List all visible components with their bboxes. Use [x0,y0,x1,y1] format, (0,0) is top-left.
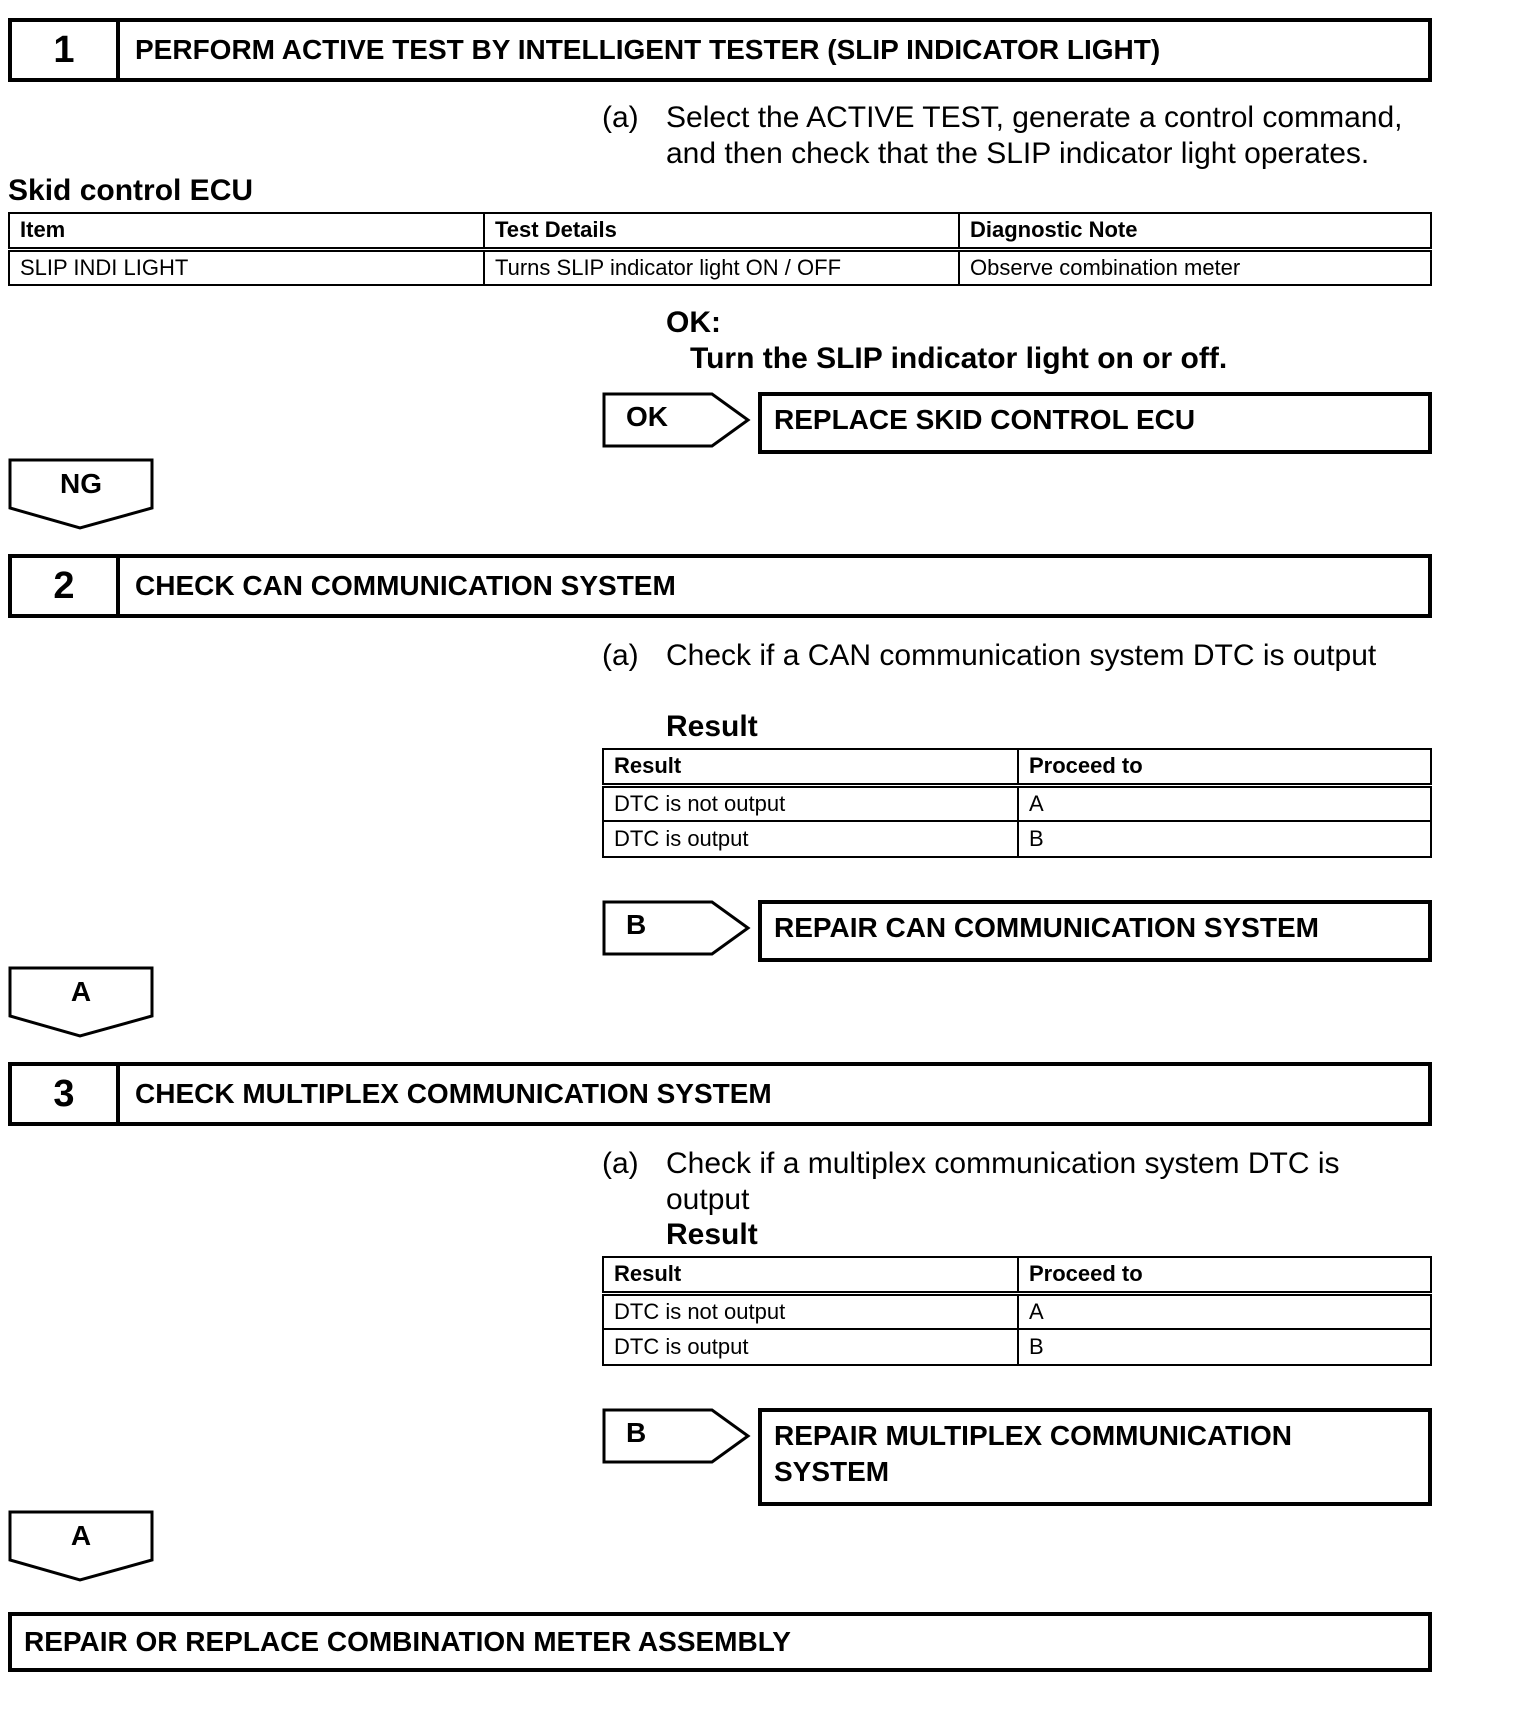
ok-result-tag-label: OK [626,401,668,432]
step-1-instruction-line-2: and then check that the SLIP indicator light operates. [666,137,1370,170]
action-line-2: SYSTEM [774,1456,890,1487]
step-1-instruction-line-1: Select the ACTIVE TEST, generate a control command, [666,101,1403,134]
step-3-number: 3 [12,1066,120,1122]
table-cell: DTC is not output [603,1293,1018,1329]
step-2-instruction: Check if a CAN communication system DTC is output [666,639,1377,672]
step-3-result-tag-label: B [626,1417,647,1448]
table-cell: DTC is output [603,821,1018,857]
step-3-down-tag [8,1510,154,1582]
table-header-cell: Test Details [484,213,959,249]
step-2-result-tag-label: B [626,909,647,940]
table-cell: SLIP INDI LIGHT [9,249,484,285]
step-3-instruction-line-1: Check if a multiplex communication system DTC is [666,1147,1340,1180]
replace-skid-ecu-box: REPLACE SKID CONTROL ECU [758,392,1432,454]
step-3-result-caption: Result [666,1218,758,1251]
step-2-instruction-marker: (a) [602,639,639,672]
step-3-header [8,1062,1432,1126]
table-header-row [9,213,1431,249]
table-cell: DTC is not output [603,785,1018,821]
step-2-title: CHECK CAN COMMUNICATION SYSTEM [135,570,676,601]
table-header-cell: Result [603,749,1018,785]
step-1-table [8,212,1432,286]
table-header-cell: Proceed to [1018,749,1431,785]
table-header-cell: Proceed to [1018,1257,1431,1293]
step-1-number: 1 [12,22,120,78]
step-3-instruction-marker: (a) [602,1147,639,1180]
step-1-instruction [666,100,1426,172]
step-1-instruction-marker: (a) [602,101,639,134]
ok-text: Turn the SLIP indicator light on or off. [690,342,1228,375]
arrow-right-icon [602,392,752,448]
ng-down-tag-label: NG [60,468,102,499]
ng-down-tag [8,458,154,530]
step-2-header [8,554,1432,618]
step-3-instruction [666,1146,1426,1218]
step-3-instruction-line-2: output [666,1183,750,1216]
table-row [603,1329,1431,1365]
repair-multiplex-system-box [758,1408,1432,1506]
table-row [603,821,1431,857]
table-header-row [603,1257,1431,1293]
table-cell: Observe combination meter [959,249,1431,285]
table-header-cell: Item [9,213,484,249]
step-2-down-tag [8,966,154,1038]
table-cell: Turns SLIP indicator light ON / OFF [484,249,959,285]
table-row [603,785,1431,821]
step-3-result-table [602,1256,1432,1366]
table-header-row [603,749,1431,785]
table-row [9,249,1431,285]
table-header-cell: Diagnostic Note [959,213,1431,249]
table-header-cell: Result [603,1257,1018,1293]
table-cell: A [1018,785,1431,821]
step-2-number: 2 [12,558,120,614]
step-3-down-tag-label: A [70,1520,92,1551]
step-2-result-table [602,748,1432,858]
ok-result-tag [602,392,752,448]
arrow-right-icon [602,1408,752,1464]
table-cell: A [1018,1293,1431,1329]
ok-label: OK: [666,306,721,339]
step-3-title: CHECK MULTIPLEX COMMUNICATION SYSTEM [135,1078,772,1109]
step-1-title: PERFORM ACTIVE TEST BY INTELLIGENT TESTER (SLIP INDICATOR LIGHT) [135,34,1161,65]
step-3-result-tag [602,1408,752,1464]
step-1-header [8,18,1432,82]
repair-can-system-box: REPAIR CAN COMMUNICATION SYSTEM [758,900,1432,962]
table-cell: B [1018,1329,1431,1365]
action-line-1: REPAIR MULTIPLEX COMMUNICATION [774,1420,1292,1451]
table-row [603,1293,1431,1329]
table-cell: B [1018,821,1431,857]
step-2-down-tag-label: A [70,976,92,1007]
final-action-box: REPAIR OR REPLACE COMBINATION METER ASSEMBLY [8,1612,1432,1672]
step-2-result-caption: Result [666,710,758,743]
arrow-right-icon [602,900,752,956]
step-1-table-caption: Skid control ECU [8,174,254,207]
step-2-result-tag [602,900,752,956]
table-cell: DTC is output [603,1329,1018,1365]
